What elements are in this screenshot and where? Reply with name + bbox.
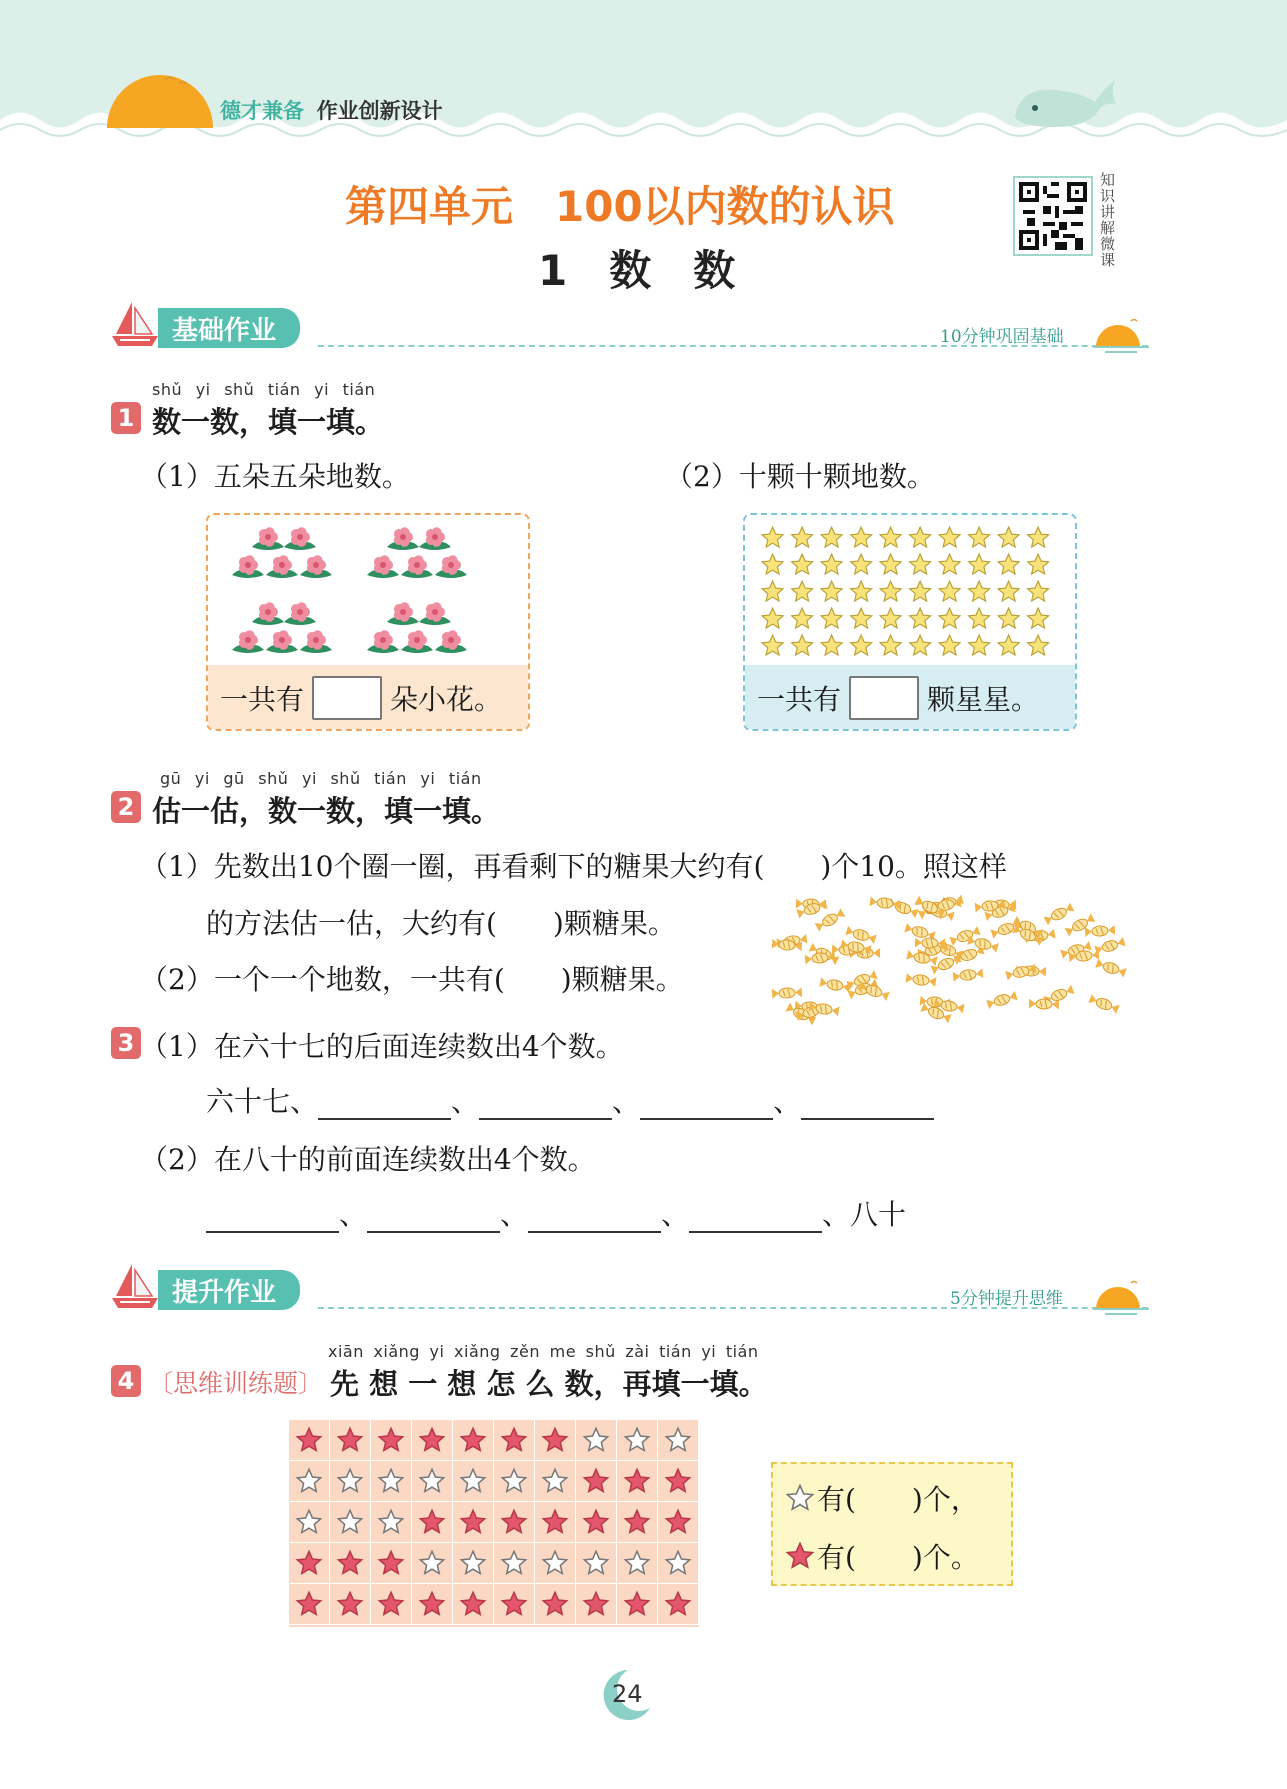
red-star-cell bbox=[330, 1584, 371, 1625]
section-advanced-note: 5分钟提升思维 bbox=[950, 1289, 1063, 1309]
star-icon bbox=[1028, 527, 1049, 547]
red-star-cell bbox=[617, 1502, 658, 1543]
star-icon bbox=[792, 608, 813, 628]
q3-sep: 、 bbox=[339, 1198, 368, 1231]
white-star-icon bbox=[295, 1467, 323, 1495]
qr-pattern bbox=[1019, 182, 1087, 250]
candy-icon bbox=[905, 971, 937, 989]
star-icon bbox=[998, 554, 1019, 574]
star-icon bbox=[851, 608, 872, 628]
red-star-icon bbox=[500, 1590, 528, 1618]
white-star-cell bbox=[330, 1502, 371, 1543]
flower-icon bbox=[401, 630, 433, 653]
red-star-icon bbox=[418, 1508, 446, 1536]
q2-number: 2 bbox=[111, 791, 141, 823]
red-star-cell bbox=[494, 1420, 535, 1461]
white-star-icon bbox=[336, 1467, 364, 1495]
sunset-icon bbox=[1093, 313, 1149, 355]
red-star-icon bbox=[418, 1590, 446, 1618]
q3-blank-1[interactable] bbox=[318, 1090, 451, 1120]
red-star-icon bbox=[336, 1590, 364, 1618]
candy-icon bbox=[1005, 961, 1037, 982]
flower-box bbox=[206, 513, 530, 731]
red-star-cell bbox=[576, 1502, 617, 1543]
white-star-cell bbox=[494, 1461, 535, 1502]
flower-icon bbox=[266, 630, 298, 653]
white-star-cell bbox=[617, 1543, 658, 1584]
red-star-icon bbox=[664, 1508, 692, 1536]
star-icon bbox=[939, 527, 960, 547]
white-star-cell bbox=[371, 1502, 412, 1543]
red-star-cell bbox=[494, 1502, 535, 1543]
star-icon bbox=[880, 554, 901, 574]
star-icon bbox=[880, 527, 901, 547]
white-star-icon bbox=[295, 1508, 323, 1536]
flower-icon bbox=[252, 602, 284, 625]
star-icon bbox=[969, 554, 990, 574]
q4-tag: 〔思维训练题〕 bbox=[148, 1369, 324, 1398]
red-star-cell bbox=[576, 1584, 617, 1625]
star-icon bbox=[969, 608, 990, 628]
star-icon bbox=[821, 527, 842, 547]
q3-part1: （1）在六十七的后面连续数出4个数。 bbox=[140, 1030, 624, 1063]
flower-icon bbox=[387, 602, 419, 625]
white-star-cell bbox=[658, 1543, 699, 1584]
white-star-cell bbox=[453, 1543, 494, 1584]
candy-icon bbox=[772, 985, 803, 1001]
red-star-cell bbox=[658, 1584, 699, 1625]
q4-white-label: 有( )个， bbox=[817, 1483, 979, 1516]
candy-icon bbox=[986, 989, 1019, 1011]
white-star-cell bbox=[412, 1461, 453, 1502]
red-star-icon bbox=[541, 1426, 569, 1454]
sun-icon bbox=[105, 62, 215, 130]
white-star-cell bbox=[289, 1461, 330, 1502]
q4-star-grid bbox=[289, 1420, 699, 1627]
flower-icon bbox=[401, 555, 433, 578]
q4-grid-cells bbox=[289, 1420, 699, 1627]
star-icon bbox=[1028, 581, 1049, 601]
white-star-icon bbox=[418, 1467, 446, 1495]
star-icon bbox=[851, 581, 872, 601]
star-icon bbox=[851, 554, 872, 574]
red-star-cell bbox=[412, 1502, 453, 1543]
flower-icon bbox=[419, 602, 451, 625]
flower-icon bbox=[300, 630, 332, 653]
red-star-icon bbox=[664, 1467, 692, 1495]
flower-icon bbox=[252, 527, 284, 550]
star-icon bbox=[969, 527, 990, 547]
white-star-cell bbox=[576, 1543, 617, 1584]
q2-line1: （1）先数出10个圈一圈，再看剩下的糖果大约有( )个10。照这样 bbox=[140, 850, 1007, 883]
white-star-cell bbox=[576, 1420, 617, 1461]
q2-line3: （2）一个一个地数，一共有( )颗糖果。 bbox=[140, 963, 684, 996]
star-icon bbox=[851, 635, 872, 655]
red-star-cell bbox=[289, 1420, 330, 1461]
red-star-icon bbox=[785, 1541, 815, 1571]
brand-name: 德才兼备 bbox=[220, 99, 304, 123]
star-icon bbox=[910, 554, 931, 574]
star-icon bbox=[910, 581, 931, 601]
red-star-icon bbox=[295, 1549, 323, 1577]
q3-blank-5[interactable] bbox=[206, 1203, 339, 1233]
red-star-icon bbox=[541, 1508, 569, 1536]
q3-sep: 、 bbox=[612, 1085, 641, 1118]
red-star-cell bbox=[494, 1584, 535, 1625]
star-icon bbox=[792, 635, 813, 655]
red-star-cell bbox=[330, 1543, 371, 1584]
star-icon bbox=[821, 554, 842, 574]
white-star-icon bbox=[623, 1549, 651, 1577]
red-star-icon bbox=[582, 1508, 610, 1536]
unit-title: 第四单元 100以内数的认识 bbox=[345, 182, 895, 231]
q1-part1: （1）五朵五朵地数。 bbox=[140, 460, 410, 493]
qr-caption: 知识讲解微课 bbox=[1100, 171, 1116, 269]
q4-red-label: 有( )个。 bbox=[817, 1541, 979, 1574]
q3-blank-8[interactable] bbox=[689, 1203, 822, 1233]
white-star-cell bbox=[494, 1543, 535, 1584]
q3-blank-4[interactable] bbox=[801, 1090, 934, 1120]
q2-line2: 的方法估一估，大约有( )颗糖果。 bbox=[206, 907, 676, 940]
flower-icon bbox=[300, 555, 332, 578]
white-star-icon bbox=[377, 1467, 405, 1495]
star-icon bbox=[821, 608, 842, 628]
star-icon bbox=[762, 635, 783, 655]
candy-icon bbox=[1029, 996, 1059, 1011]
red-star-icon bbox=[459, 1426, 487, 1454]
boat-icon bbox=[110, 1262, 160, 1310]
q3-blank-7[interactable] bbox=[528, 1203, 661, 1233]
white-star-cell bbox=[617, 1420, 658, 1461]
white-star-icon bbox=[377, 1508, 405, 1536]
white-star-cell bbox=[535, 1461, 576, 1502]
star-icon bbox=[792, 527, 813, 547]
series-name: 作业创新设计 bbox=[316, 99, 443, 123]
red-star-icon bbox=[459, 1508, 487, 1536]
star-icon bbox=[880, 581, 901, 601]
red-star-icon bbox=[623, 1590, 651, 1618]
red-star-icon bbox=[623, 1508, 651, 1536]
candy-icon bbox=[771, 937, 802, 954]
red-star-icon bbox=[459, 1590, 487, 1618]
flower-icon bbox=[284, 602, 316, 625]
star-icon bbox=[998, 581, 1019, 601]
flower-icon bbox=[419, 527, 451, 550]
whale-icon bbox=[1010, 72, 1120, 132]
red-star-cell bbox=[289, 1584, 330, 1625]
q3-row1 bbox=[206, 1080, 934, 1120]
white-star-icon bbox=[623, 1426, 651, 1454]
white-star-cell bbox=[535, 1543, 576, 1584]
page-number: 24 bbox=[612, 1680, 643, 1708]
red-star-cell bbox=[371, 1584, 412, 1625]
white-star-icon bbox=[664, 1426, 692, 1454]
q4-white-row bbox=[785, 1478, 979, 1518]
flower-icon bbox=[435, 630, 467, 653]
q1-pinyin: shǔ yi shǔ tián yi tián bbox=[152, 380, 376, 399]
white-star-icon bbox=[500, 1549, 528, 1577]
flower-icon bbox=[284, 527, 316, 550]
star-icon bbox=[998, 635, 1019, 655]
red-star-cell bbox=[453, 1502, 494, 1543]
flower-answer-row bbox=[208, 665, 528, 731]
white-star-icon bbox=[541, 1549, 569, 1577]
star-prefix: 一共有 bbox=[757, 683, 842, 716]
star-icon bbox=[998, 527, 1019, 547]
white-star-icon bbox=[541, 1467, 569, 1495]
red-star-cell bbox=[658, 1502, 699, 1543]
flower-icon bbox=[367, 555, 399, 578]
candy-icon bbox=[1068, 948, 1099, 965]
star-icon bbox=[851, 527, 872, 547]
q4-red-row bbox=[785, 1536, 979, 1576]
red-star-icon bbox=[500, 1508, 528, 1536]
q3-blank-6[interactable] bbox=[367, 1203, 500, 1233]
star-box bbox=[743, 513, 1077, 731]
white-star-cell bbox=[412, 1543, 453, 1584]
star-icon bbox=[821, 635, 842, 655]
candy-icon bbox=[869, 894, 900, 911]
star-icon bbox=[939, 635, 960, 655]
star-area bbox=[745, 515, 1075, 665]
white-star-icon bbox=[459, 1467, 487, 1495]
star-suffix: 颗星星。 bbox=[927, 683, 1040, 716]
lesson-title: 1 数 数 bbox=[538, 246, 736, 295]
candy-icon bbox=[952, 966, 983, 984]
star-icon bbox=[762, 581, 783, 601]
star-icon bbox=[939, 608, 960, 628]
star-icon bbox=[762, 554, 783, 574]
red-star-cell bbox=[371, 1420, 412, 1461]
star-icon bbox=[792, 554, 813, 574]
q3-number: 3 bbox=[111, 1027, 141, 1059]
white-star-icon bbox=[582, 1426, 610, 1454]
red-star-cell bbox=[453, 1420, 494, 1461]
white-star-icon bbox=[582, 1549, 610, 1577]
red-star-cell bbox=[617, 1584, 658, 1625]
red-star-cell bbox=[658, 1461, 699, 1502]
white-star-cell bbox=[330, 1461, 371, 1502]
candy-icon bbox=[1095, 957, 1128, 980]
star-icon bbox=[939, 581, 960, 601]
star-icon bbox=[880, 608, 901, 628]
red-star-cell bbox=[617, 1461, 658, 1502]
star-icon bbox=[762, 527, 783, 547]
white-star-cell bbox=[453, 1461, 494, 1502]
star-icon bbox=[880, 635, 901, 655]
red-star-icon bbox=[377, 1590, 405, 1618]
boat-icon bbox=[110, 300, 160, 348]
star-icon bbox=[969, 635, 990, 655]
red-star-cell bbox=[535, 1420, 576, 1461]
star-icon bbox=[910, 608, 931, 628]
star-icon bbox=[998, 608, 1019, 628]
q3-blank-3[interactable] bbox=[640, 1090, 773, 1120]
flower-icon bbox=[387, 527, 419, 550]
white-star-cell bbox=[289, 1502, 330, 1543]
flower-icon bbox=[435, 555, 467, 578]
flower-icon bbox=[232, 555, 264, 578]
q1-title: 数一数，填一填。 bbox=[152, 405, 385, 439]
white-star-icon bbox=[664, 1549, 692, 1577]
red-star-cell bbox=[412, 1584, 453, 1625]
flower-icon bbox=[232, 630, 264, 653]
white-star-icon bbox=[500, 1467, 528, 1495]
white-star-cell bbox=[371, 1461, 412, 1502]
red-star-icon bbox=[377, 1549, 405, 1577]
red-star-icon bbox=[377, 1426, 405, 1454]
red-star-icon bbox=[623, 1467, 651, 1495]
white-star-icon bbox=[336, 1508, 364, 1536]
q3-row2 bbox=[206, 1193, 906, 1233]
star-icon bbox=[939, 554, 960, 574]
red-star-icon bbox=[336, 1549, 364, 1577]
red-star-cell bbox=[453, 1584, 494, 1625]
red-star-icon bbox=[664, 1590, 692, 1618]
q4-answer-box bbox=[771, 1462, 1013, 1586]
candy-icon bbox=[915, 935, 945, 950]
star-icon bbox=[821, 581, 842, 601]
star-icon bbox=[1028, 608, 1049, 628]
q3-sep: 、 bbox=[773, 1085, 802, 1118]
candy-icon bbox=[857, 979, 890, 1003]
q1-part2: （2）十颗十颗地数。 bbox=[665, 460, 935, 493]
star-answer-box[interactable] bbox=[849, 676, 919, 720]
red-star-icon bbox=[541, 1590, 569, 1618]
red-star-cell bbox=[535, 1584, 576, 1625]
q3-sep: 、 bbox=[500, 1198, 529, 1231]
q4-number: 4 bbox=[111, 1365, 141, 1397]
white-star-icon bbox=[459, 1549, 487, 1577]
q4-title: 先 想 一 想 怎 么 数，再填一填。 bbox=[330, 1367, 768, 1401]
red-star-cell bbox=[330, 1420, 371, 1461]
star-icon bbox=[910, 527, 931, 547]
red-star-cell bbox=[576, 1461, 617, 1502]
star-answer-row bbox=[745, 665, 1075, 731]
star-icon bbox=[762, 608, 783, 628]
red-star-icon bbox=[336, 1426, 364, 1454]
candy-icon bbox=[1087, 992, 1120, 1016]
star-icon bbox=[969, 581, 990, 601]
flower-suffix: 朵小花。 bbox=[390, 683, 503, 716]
red-star-icon bbox=[582, 1590, 610, 1618]
star-icon bbox=[910, 635, 931, 655]
flower-prefix: 一共有 bbox=[220, 683, 305, 716]
red-star-cell bbox=[371, 1543, 412, 1584]
star-icon bbox=[1028, 635, 1049, 655]
section-advanced-label: 提升作业 bbox=[158, 1270, 300, 1310]
section-basic-label: 基础作业 bbox=[158, 308, 300, 348]
red-star-icon bbox=[500, 1426, 528, 1454]
qr-code[interactable] bbox=[1013, 176, 1093, 256]
flower-area bbox=[208, 515, 528, 665]
q3-end-word: 、八十 bbox=[822, 1198, 907, 1231]
q3-part2: （2）在八十的前面连续数出4个数。 bbox=[140, 1143, 596, 1176]
red-star-icon bbox=[582, 1467, 610, 1495]
red-star-cell bbox=[289, 1543, 330, 1584]
q3-blank-2[interactable] bbox=[479, 1090, 612, 1120]
star-icon bbox=[792, 581, 813, 601]
q3-sep: 、 bbox=[661, 1198, 690, 1231]
q3-start-word: 六十七、 bbox=[206, 1085, 319, 1118]
white-star-cell bbox=[658, 1420, 699, 1461]
red-star-cell bbox=[412, 1420, 453, 1461]
star-icon bbox=[1028, 554, 1049, 574]
flower-answer-box[interactable] bbox=[312, 676, 382, 720]
candy-pile bbox=[770, 885, 1130, 1035]
q2-pinyin: gū yi gū shǔ yi shǔ tián yi tián bbox=[160, 769, 482, 788]
red-star-cell bbox=[535, 1502, 576, 1543]
q1-number: 1 bbox=[111, 402, 141, 434]
flower-icon bbox=[367, 630, 399, 653]
q3-sep: 、 bbox=[451, 1085, 480, 1118]
q2-title: 估一估，数一数，填一填。 bbox=[152, 794, 501, 828]
sunset-icon bbox=[1093, 1275, 1149, 1317]
red-star-icon bbox=[295, 1426, 323, 1454]
white-star-icon bbox=[785, 1483, 815, 1513]
red-star-icon bbox=[295, 1590, 323, 1618]
section-basic-note: 10分钟巩固基础 bbox=[940, 327, 1064, 347]
white-star-icon bbox=[418, 1549, 446, 1577]
red-star-icon bbox=[418, 1426, 446, 1454]
flower-icon bbox=[266, 555, 298, 578]
q4-pinyin: xiān xiǎng yi xiǎng zěn me shǔ zài tián yi tián bbox=[328, 1342, 759, 1361]
